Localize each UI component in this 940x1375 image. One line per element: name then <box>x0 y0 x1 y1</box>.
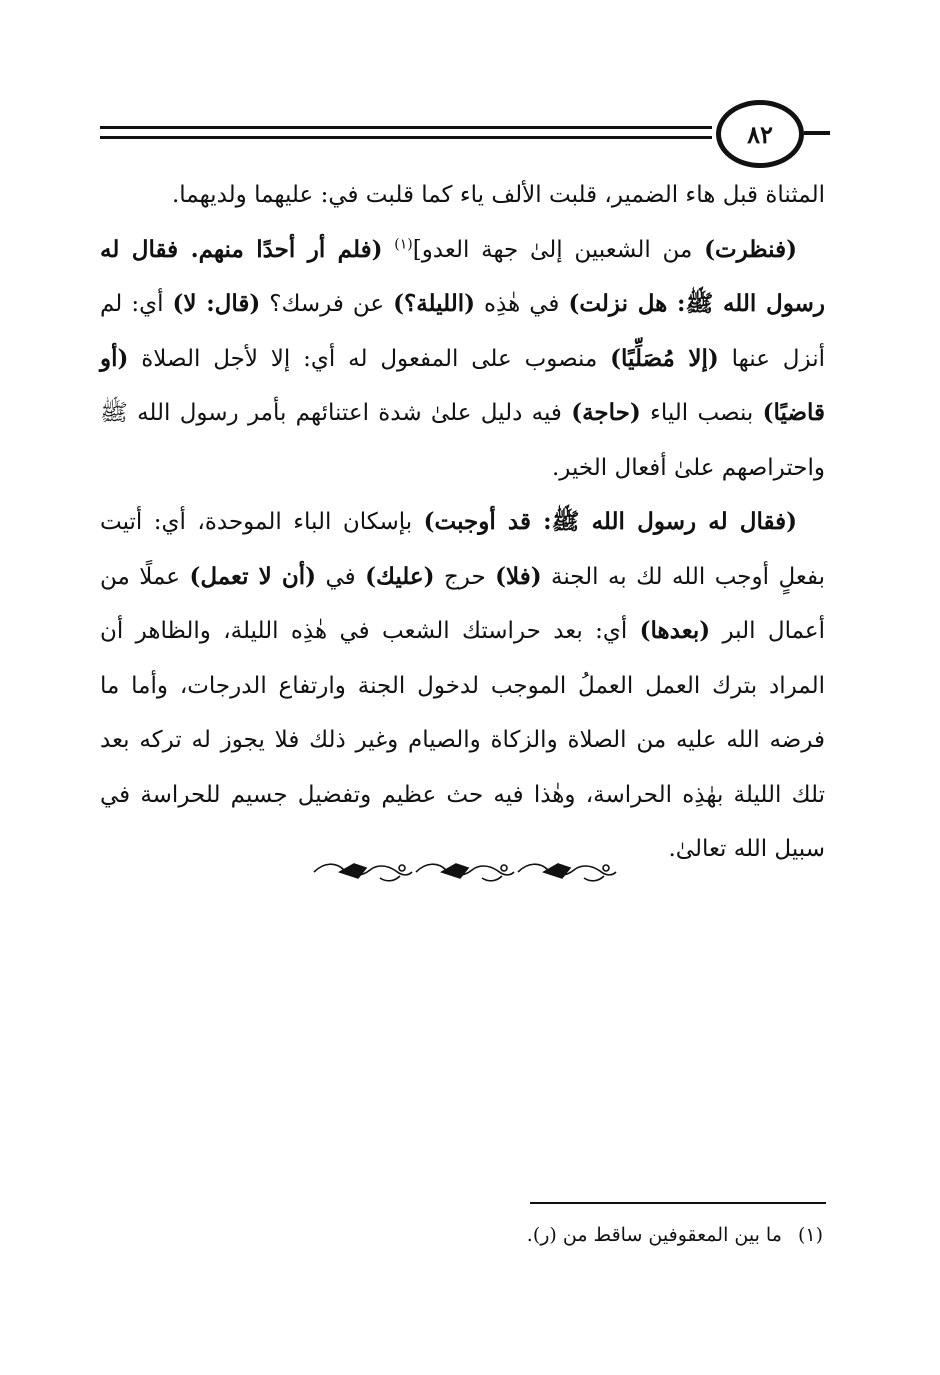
header-rule-right <box>804 131 830 135</box>
bold-segment: (بعدها) <box>639 617 711 644</box>
ornament-divider <box>310 856 620 886</box>
paragraph <box>100 495 825 877</box>
text-segment: عن فرسك؟ <box>260 291 394 317</box>
text-segment: عملًا من أعمال البر <box>100 563 825 644</box>
text-segment: في <box>529 291 560 317</box>
header-rule-top <box>100 126 712 129</box>
text-segment: هٰذِه <box>474 291 530 317</box>
text-segment: بنصب الياء <box>640 400 763 426</box>
bold-segment: (أن لا تعمل) <box>189 562 317 590</box>
footnote <box>100 1220 823 1250</box>
main-text <box>100 168 825 877</box>
text-segment: المثناة قبل هاء الضمير، قلبت الألف ياء كما قلبت في: عليهما ولديهما. <box>171 182 825 208</box>
page-header <box>100 98 830 168</box>
bold-segment: (حاجة) <box>571 399 641 426</box>
page-number: ٨٢ <box>716 100 804 168</box>
footnote-text: ما بين المعقوفين ساقط من (ر). <box>526 1224 782 1246</box>
header-rule-bottom <box>100 136 712 139</box>
paragraph <box>100 223 825 496</box>
paragraph <box>100 168 825 223</box>
bold-segment: (قال: لا) <box>172 290 261 317</box>
bold-segment: (عليك) <box>365 562 435 590</box>
bold-segment: (فلم أر أحدًا منهم. فقال له رسول الله ﷺ: هل نزلت) <box>100 235 825 317</box>
footnote-number: (١) <box>797 1224 823 1246</box>
bold-segment: (إلا مُصَلِّيًا) <box>610 344 719 372</box>
footnote-ref: (١) <box>394 235 413 252</box>
text-segment <box>382 237 394 263</box>
text-segment: بإسكان الباء الموحدة، أي: أتيت بفعلٍ أوجب الله لك به الجنة <box>100 509 825 590</box>
text-segment: أي: لم أنزل عنها <box>100 291 825 372</box>
footnote-rule <box>530 1202 826 1204</box>
text-segment: حرج <box>434 563 496 590</box>
bold-segment: (فنظرت) <box>704 235 797 263</box>
text-segment: منصوب على المفعول له أي: إلا لأجل الصلاة <box>128 345 611 372</box>
text-segment: أي: بعد حراستك الشعب في هٰذِه الليلة، والظاهر أن المراد بترك العمل العملُ الموجب لدخول الجنة وارتفاع الدرجات، وأما ما فرضه الله عليه من الصلاة والزكاة والصيام وغير ذلك فلا يجوز له تركه بعد تلك الليلة بهٰذِه الحراسة، وهٰذا فيه حث عظيم وتفضيل جسيم للحراسة في سبيل الله تعالىٰ. <box>100 618 825 862</box>
text-segment: فيه دليل علىٰ شدة اعتنائهم بأمر رسول الله ﷺ واحتراصهم علىٰ أفعال الخير. <box>100 400 825 481</box>
text-segment: في <box>316 563 366 590</box>
text-segment: من الشعبين إلىٰ جهة العدو] <box>412 236 705 263</box>
bold-segment: (فلا) <box>495 562 542 590</box>
bold-segment: (أو قاضيًا) <box>100 344 825 426</box>
bold-segment: (الليلة؟) <box>393 290 475 317</box>
bold-segment: (فقال له رسول الله ﷺ: قد أوجبت) <box>423 508 797 535</box>
